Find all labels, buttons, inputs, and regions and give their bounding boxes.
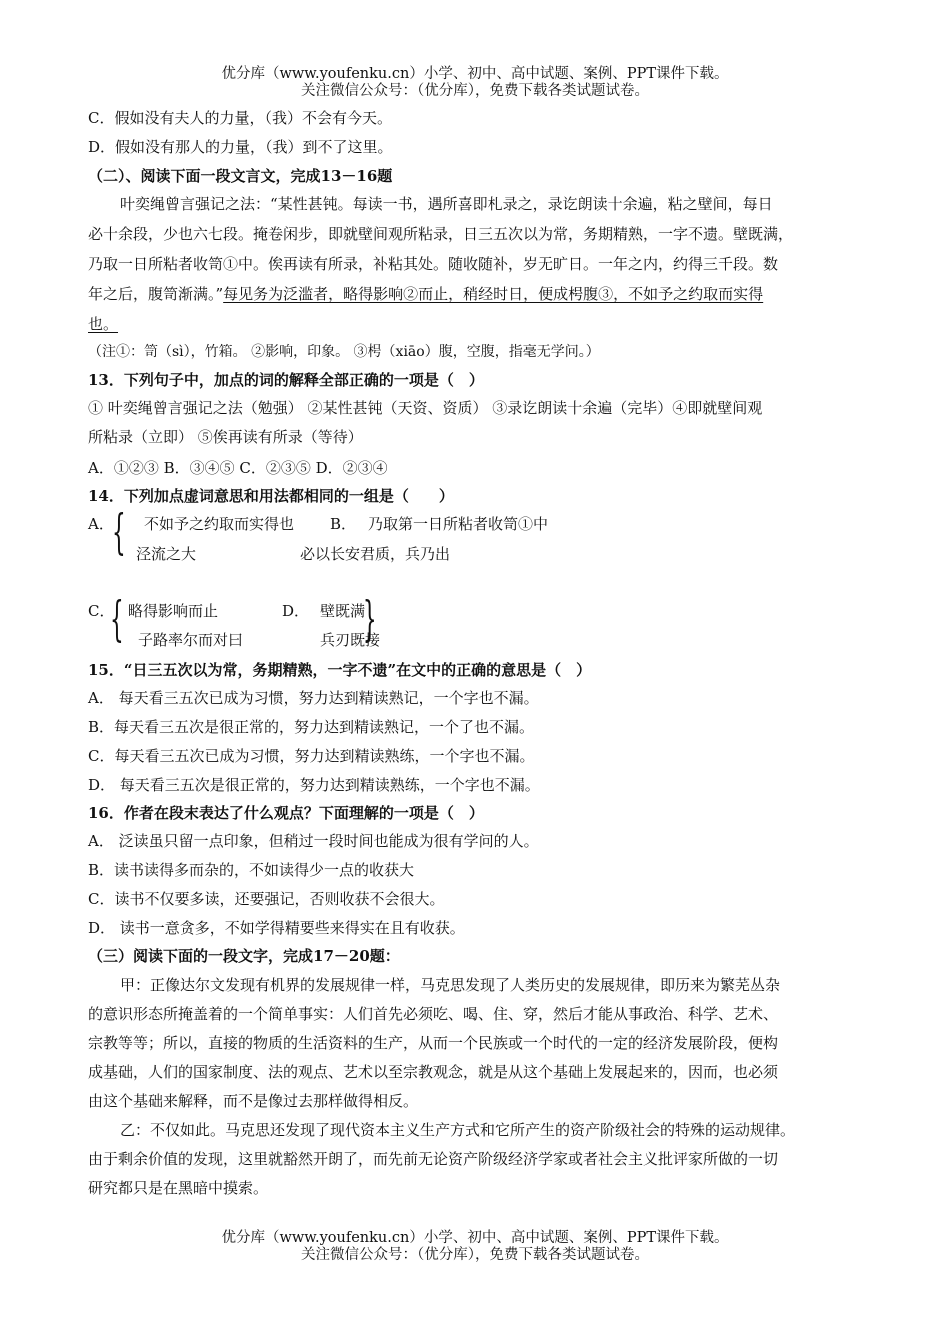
prev-option-d: D．假如没有那人的力量，（我）到不了这里。 <box>88 138 393 156</box>
q13-stem: 13．下列句子中，加点的词的解释全部正确的一项是（ ） <box>88 371 484 389</box>
q14-option-d-label: D． <box>282 602 310 620</box>
q15-option-d: D． 每天看三五次是很正常的，努力达到精读熟练，一个字也不漏。 <box>88 776 540 794</box>
q15-option-c: C．每天看三五次已成为习惯，努力达到精读熟练，一个字也不漏。 <box>88 747 535 765</box>
passage-jia-line: 由这个基础来解释，而不是像过去那样做得相反。 <box>88 1092 419 1110</box>
underlined-sentence-end: 也。 <box>88 315 119 333</box>
annotation-note: （注①：笥（sì），竹箱。 ②影响，印象。 ③枵（xiāo）腹，空腹，指毫无学问。） <box>88 344 600 360</box>
q13-line-1: ① 叶奕绳曾言强记之法（勉强） ②某性甚钝（天资、资质） ③录讫朗读十余遍（完毕）④即就壁间观 <box>88 399 763 417</box>
q15-option-a: A． 每天看三五次已成为习惯，努力达到精读熟记，一个字也不漏。 <box>88 689 539 707</box>
q14-stem: 14．下列加点虚词意思和用法都相同的一组是（ ） <box>88 487 454 505</box>
q16-option-d: D． 读书一意贪多，不如学得精要些来得实在且有收获。 <box>88 919 465 937</box>
section3-heading: （三）阅读下面的一段文字，完成17－20题： <box>88 947 400 965</box>
q14-option-c-top: 略得影响而止 <box>128 602 219 620</box>
passage-line: 乃取一日所粘者收笥①中。俟再读有所录，补粘其处。随收随补，岁无旷日。一年之内，约得三千段。数 <box>88 255 779 273</box>
passage-text: 年之后，腹笥渐满。” <box>88 285 224 303</box>
underlined-sentence: 每见务为泛滥者，略得影响②而止，稍经时日，便成枵腹③，不如予之约取而实得 <box>223 285 764 303</box>
passage-jia-line: 成基础，人们的国家制度、法的观点、艺术以至宗教观念，就是从这个基础上发展起来的，因而，也必须 <box>88 1063 779 1081</box>
q14-option-a-label: A． <box>88 515 114 533</box>
passage-line: 叶奕绳曾言强记之法：“某性甚钝。每读一书，遇所喜即札录之，录讫朗读十余遍，粘之壁间，每日 <box>120 195 773 213</box>
brace-a: { <box>112 504 126 560</box>
q16-option-c: C．读书不仅要多读，还要强记，否则收获不会很大。 <box>88 890 445 908</box>
header-line-2: 关注微信公众号：（优分库），免费下载各类试题试卷。 <box>301 83 649 99</box>
footer-line-2: 关注微信公众号：（优分库），免费下载各类试题试卷。 <box>301 1247 649 1263</box>
q16-option-a: A． 泛读虽只留一点印象，但稍过一段时间也能成为很有学问的人。 <box>88 832 539 850</box>
q14-option-b-top: 乃取第一日所粘者收笥①中 <box>368 515 549 533</box>
q15-option-b: B．每天看三五次是很正常的，努力达到精读熟记，一个了也不漏。 <box>88 718 535 736</box>
passage-yi-line: 由于剩余价值的发现，这里就豁然开朗了，而先前无论资产阶级经济学家或者社会主义批评家所做的一切 <box>88 1150 779 1168</box>
q15-stem: 15．“日三五次以为常，务期精熟，一字不遗”在文中的正确的意思是（ ） <box>88 661 592 679</box>
passage-yi-line: 乙：不仅如此。马克思还发现了现代资本主义生产方式和它所产生的资产阶级社会的特殊的运动规律。 <box>120 1121 796 1139</box>
prev-option-c: C．假如没有夫人的力量，（我）不会有今天。 <box>88 109 392 127</box>
header-line-1: 优分库（www.youfenku.cn）小学、初中、高中试题、案例、PPT课件下载。 <box>221 66 729 82</box>
q14-option-d-bottom: 兵刃既接 <box>320 631 381 649</box>
passage-line: 必十余段，少也六七段。掩卷闲步，即就壁间观所粘录，日三五次以为常，务期精熟，一字不遗。壁既满， <box>88 225 794 243</box>
q14-option-c-label: C． <box>88 602 115 620</box>
passage-yi-line: 研究都只是在黑暗中摸索。 <box>88 1179 269 1197</box>
section2-heading: （二）、阅读下面一段文言文，完成13－16题 <box>88 167 393 185</box>
passage-jia-line: 的意识形态所掩盖着的一个简单事实：人们首先必须吃、喝、住、穿，然后才能从事政治、科学、艺术、 <box>88 1005 779 1023</box>
passage-jia-line: 甲：正像达尔文发现有机界的发展规律一样，马克思发现了人类历史的发展规律，即历来为繁芜丛杂 <box>120 976 781 994</box>
passage-jia-line: 宗教等等；所以，直接的物质的生活资料的生产，从而一个民族或一个时代的一定的经济发展阶段，便构 <box>88 1034 779 1052</box>
q14-option-c-bottom: 子路率尔而对曰 <box>138 631 244 649</box>
q16-stem: 16．作者在段末表达了什么观点？下面理解的一项是（ ） <box>88 804 484 822</box>
q13-options: A．①②③ B．③④⑤ C．②③⑤ D．②③④ <box>88 459 388 477</box>
q13-line-2: 所粘录（立即） ⑤俟再读有所录（等待） <box>88 428 363 446</box>
page-header <box>0 66 950 100</box>
footer-line-1: 优分库（www.youfenku.cn）小学、初中、高中试题、案例、PPT课件下载。 <box>221 1230 729 1246</box>
brace-d: { <box>362 591 377 647</box>
page-footer <box>0 1230 950 1264</box>
passage-line <box>88 284 763 304</box>
q14-option-a-top: 不如予之约取而实得也 <box>144 515 295 533</box>
brace-c: { <box>110 591 124 647</box>
q16-option-b: B．读书读得多而杂的，不如读得少一点的收获大 <box>88 861 415 879</box>
q14-option-d-top: 壁既满 <box>320 602 366 620</box>
q14-option-a-bottom: 泾流之大 <box>136 545 197 563</box>
q14-option-b-label: B． <box>330 515 357 533</box>
q14-option-b-bottom: 必以长安君质，兵乃出 <box>300 545 451 563</box>
